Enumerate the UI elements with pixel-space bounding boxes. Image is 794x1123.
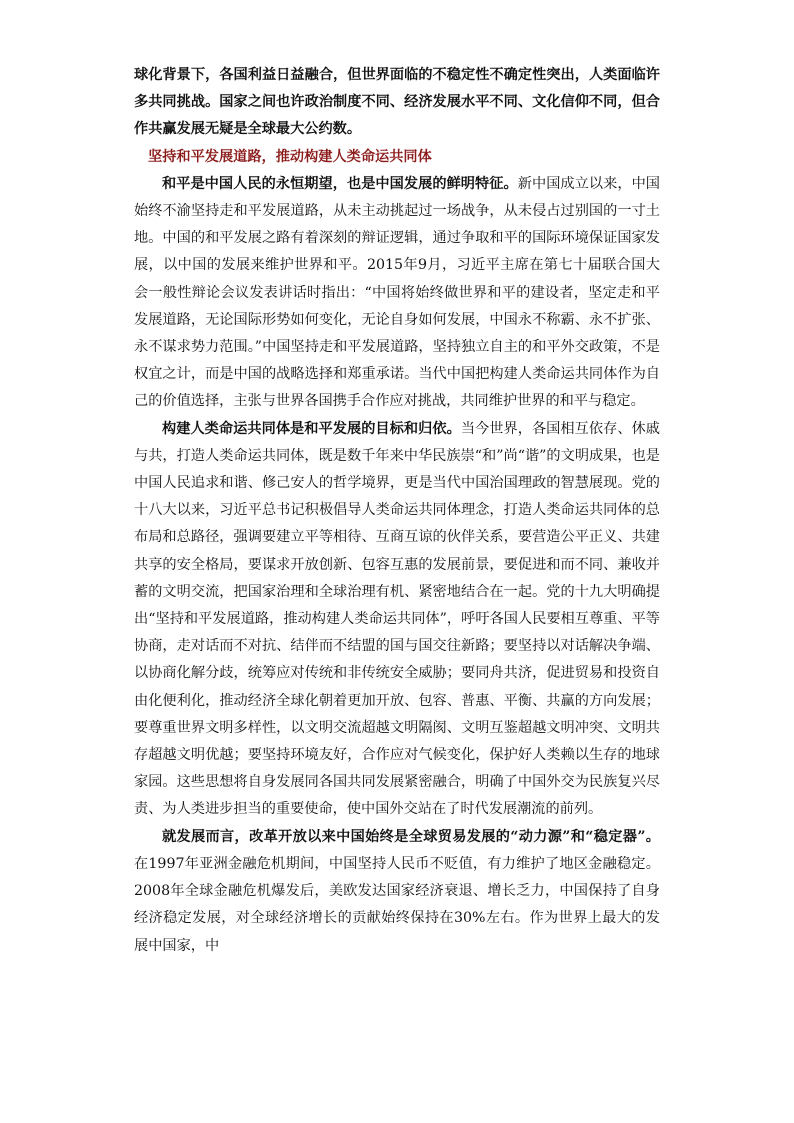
paragraph-development-lead: 就发展而言，改革开放以来中国始终是全球贸易发展的“动力源”和“稳定器”。 [162,828,660,845]
paragraph-intro: 球化背景下，各国利益日益融合，但世界面临的不稳定性不确定性突出，人类面临许多共同挑战。国家之间也许政治制度不同、经济发展水平不同、文化信仰不同，但合作共赢发展无疑是全球最大公约数。 [134,67,660,138]
section-heading: 坚持和平发展道路，推动构建人类命运共同体 [148,148,432,165]
paragraph-community-lead: 构建人类命运共同体是和平发展的目标和归依。 [162,420,461,437]
paragraph-community-body: 当今世界，各国相互依存、休戚与共，打造人类命运共同体，既是数千年来中华民族崇“和”尚“谐”的文明成果，也是中国人民追求和谐、修己安人的哲学境界，更是当代中国治国理政的智慧展现。党的十八大以来，习近平总书记积极倡导人类命运共同体理念，打造人类命运共同体的总布局和总路径，强调要建立平等相待、互商互谅的伙伴关系，要营造公平正义、共建共享的安全格局，要谋求开放创新、包容互惠的发展前景，要促进和而不同、兼收并蓄的文明交流，把国家治理和全球治理有机、紧密地结合在一起。党的十九大明确提出“坚持和平发展道路，推动构建人类命运共同体”，呼吁各国人民要相互尊重、平等协商，走对话而不对抗、结伴而不结盟的国与国交往新路；要坚持以对话解决争端、以协商化解分歧，统筹应对传统和非传统安全威胁；要同舟共济，促进贸易和投资自由化便利化，推动经济全球化朝着更加开放、包容、普惠、平衡、共赢的方向发展；要尊重世界文明多样性，以文明交流超越文明隔阂、文明互鉴超越文明冲突、文明共存超越文明优越；要坚持环境友好，合作应对气候变化，保护好人类赖以生存的地球家园。这些思想将自身发展同各国共同发展紧密融合，明确了中国外交为民族复兴尽责、为人类进步担当的重要使命，使中国外交站在了时代发展潮流的前列。 [134,420,660,818]
paragraph-development [134,824,660,960]
paragraph-peace-body: 新中国成立以来，中国始终不渝坚持走和平发展道路，从未主动挑起过一场战争，从未侵占过别国的一寸土地。中国的和平发展之路有着深刻的辩证逻辑，通过争取和平的国际环境保证国家发展，以中国的发展来维护世界和平。2015年9月，习近平主席在第七十届联合国大会一般性辩论会议发表讲话时指出：“中国将始终做世界和平的建设者，坚定走和平发展道路，无论国际形势如何变化，无论自身如何发展，中国永不称霸、永不扩张、永不谋求势力范围。”中国坚持走和平发展道路，坚持独立自主的和平外交政策，不是权宜之计，而是中国的战略选择和郑重承诺。当代中国把构建人类命运共同体作为自己的价值选择，主张与世界各国携手合作应对挑战，共同维护世界的和平与稳定。 [134,175,660,410]
paragraph-peace [134,171,660,416]
paragraph-community [134,416,660,824]
paragraph-development-body: 在1997年亚洲金融危机期间，中国坚持人民币不贬值，有力维护了地区金融稳定。2008年全球金融危机爆发后，美欧发达国家经济衰退、增长乏力，中国保持了自身经济稳定发展，对全球经济增长的贡献始终保持在30%左右。作为世界上最大的发展中国家，中 [134,855,660,954]
document-page [134,62,660,960]
paragraph-peace-lead: 和平是中国人民的永恒期望，也是中国发展的鲜明特征。 [162,175,518,192]
